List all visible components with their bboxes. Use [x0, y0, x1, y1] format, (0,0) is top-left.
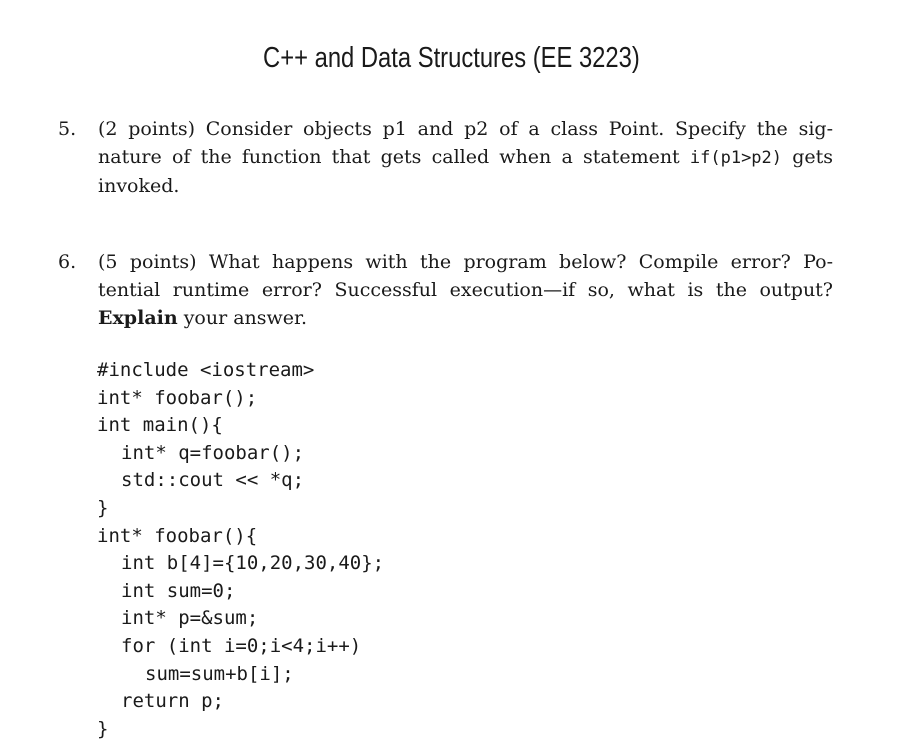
code-line: int* q=foobar(); — [121, 441, 305, 464]
question-6 — [58, 248, 848, 338]
question-text-segment: gets — [782, 146, 833, 168]
question-line — [98, 115, 833, 143]
question-number: 5. — [58, 118, 77, 140]
question-text-segment: invoked. — [98, 175, 180, 197]
question-number: 6. — [58, 251, 77, 273]
code-line: } — [97, 496, 109, 519]
question-line — [98, 304, 833, 332]
question-text — [98, 248, 833, 332]
question-text-segment: (2 points) Consider objects p1 and p2 of a class Point. Specify the sig- — [98, 118, 833, 140]
question-5 — [58, 115, 848, 205]
code-line: } — [97, 717, 109, 740]
question-text-segment: (5 points) What happens with the program below? Compile error? Po- — [98, 251, 833, 273]
inline-code: if(p1>p2) — [689, 148, 783, 168]
code-line: int* foobar(){ — [97, 524, 258, 547]
code-line: #include <iostream> — [97, 359, 315, 381]
question-line — [98, 248, 833, 276]
question-text-segment: nature of the function that gets called when a statement — [98, 146, 690, 168]
question-line — [98, 143, 833, 172]
emphasis-text: Explain — [98, 307, 178, 329]
code-line: int* p=&sum; — [121, 607, 259, 630]
code-listing — [97, 357, 384, 743]
question-text-segment: tential runtime error? Successful execution—if so, what is the output? — [98, 279, 833, 301]
question-line — [98, 172, 833, 200]
code-line: int main(){ — [97, 414, 223, 437]
question-line — [98, 276, 833, 304]
code-line: for (int i=0;i<4;i++) — [121, 634, 362, 657]
page-title: C++ and Data Structures (EE 3223) — [263, 42, 640, 74]
code-line: sum=sum+b[i]; — [145, 662, 294, 685]
code-line: int sum=0; — [121, 579, 236, 602]
code-line: int* foobar(); — [97, 386, 258, 409]
question-text — [98, 115, 833, 200]
code-line: return p; — [121, 690, 224, 713]
code-line: int b[4]={10,20,30,40}; — [121, 552, 385, 575]
question-text-segment: your answer. — [177, 307, 308, 329]
code-line: std::cout << *q; — [121, 469, 305, 492]
